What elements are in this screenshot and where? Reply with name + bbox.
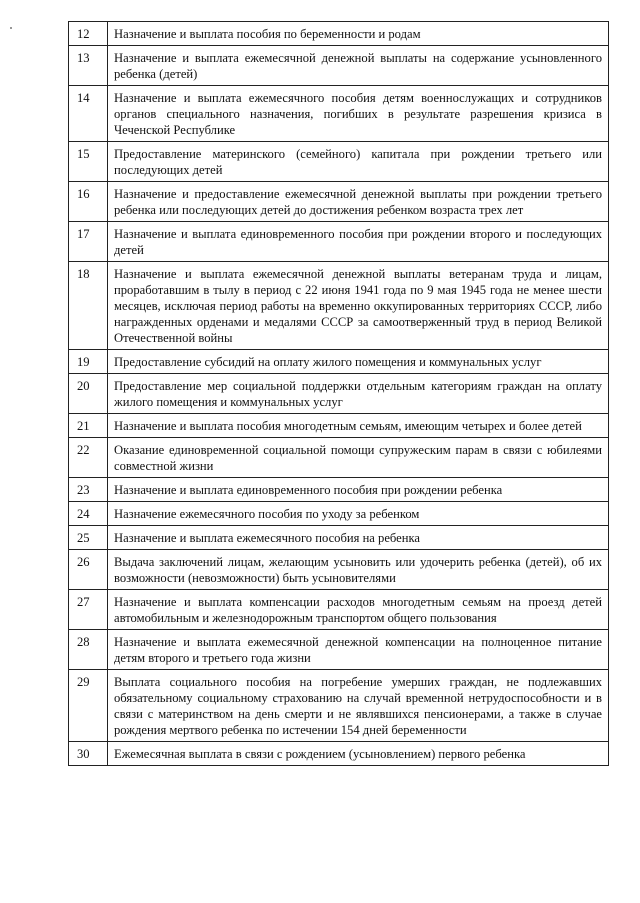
service-name: Назначение и выплата ежемесячной денежной выплаты на содержание усыновленного ребенка (детей)	[108, 46, 609, 86]
service-name: Назначение и выплата ежемесячного пособия детям военнослужащих и сотрудников органов специального назначения, погибших в результате разрешения кризиса в Чеченской Республике	[108, 86, 609, 142]
table-row	[69, 502, 609, 526]
table-row	[69, 86, 609, 142]
service-name: Предоставление материнского (семейного) капитала при рождении третьего или последующих детей	[108, 142, 609, 182]
row-number: 16	[69, 182, 108, 222]
service-name: Назначение и выплата ежемесячной денежной выплаты ветеранам труда и лицам, проработавшим в тылу в период с 22 июня 1941 года по 9 мая 1945 года не менее шести месяцев, исключая период работы на временно оккупированных территориях СССР, либо награжденных орденами и медалями СССР за самоотверженный труд в период Великой Отечественной войны	[108, 262, 609, 350]
table-row	[69, 742, 609, 766]
row-number: 13	[69, 46, 108, 86]
row-number: 14	[69, 86, 108, 142]
services-table-body	[69, 22, 609, 766]
service-name: Назначение и выплата единовременного пособия при рождении ребенка	[108, 478, 609, 502]
row-number: 18	[69, 262, 108, 350]
table-row	[69, 526, 609, 550]
table-row	[69, 142, 609, 182]
service-name: Выдача заключений лицам, желающим усыновить или удочерить ребенка (детей), об их возможности (невозможности) быть усыновителями	[108, 550, 609, 590]
row-number: 22	[69, 438, 108, 478]
row-number: 19	[69, 350, 108, 374]
table-row	[69, 670, 609, 742]
table-row	[69, 414, 609, 438]
table-row	[69, 22, 609, 46]
table-row	[69, 438, 609, 478]
row-number: 29	[69, 670, 108, 742]
table-row	[69, 478, 609, 502]
service-name: Назначение и выплата ежемесячного пособия на ребенка	[108, 526, 609, 550]
row-number: 27	[69, 590, 108, 630]
table-row	[69, 350, 609, 374]
row-number: 25	[69, 526, 108, 550]
table-row	[69, 182, 609, 222]
service-name: Назначение и предоставление ежемесячной денежной выплаты при рождении третьего ребенка или последующих детей до достижения ребенком возраста трех лет	[108, 182, 609, 222]
row-number: 21	[69, 414, 108, 438]
table-row	[69, 550, 609, 590]
table-row	[69, 590, 609, 630]
row-number: 15	[69, 142, 108, 182]
service-name: Назначение и выплата пособия многодетным семьям, имеющим четырех и более детей	[108, 414, 609, 438]
service-name: Предоставление субсидий на оплату жилого помещения и коммунальных услуг	[108, 350, 609, 374]
row-number: 20	[69, 374, 108, 414]
service-name: Предоставление мер социальной поддержки отдельным категориям граждан на оплату жилого помещения и коммунальных услуг	[108, 374, 609, 414]
table-row	[69, 46, 609, 86]
table-row	[69, 630, 609, 670]
row-number: 28	[69, 630, 108, 670]
service-name: Назначение и выплата ежемесячной денежной компенсации на полноценное питание детям второго и третьего года жизни	[108, 630, 609, 670]
row-number: 24	[69, 502, 108, 526]
service-name: Выплата социального пособия на погребение умерших граждан, не подлежавших обязательному социальному страхованию на случай временной нетрудоспособности и в связи с материнством на день смерти и не являвшихся пенсионерами, а также в случае рождения мертвого ребенка по истечении 154 дней беременности	[108, 670, 609, 742]
service-name: Ежемесячная выплата в связи с рождением (усыновлением) первого ребенка	[108, 742, 609, 766]
service-name: Оказание единовременной социальной помощи супружеским парам в связи с юбилеями совместной жизни	[108, 438, 609, 478]
service-name: Назначение и выплата пособия по беременности и родам	[108, 22, 609, 46]
row-number: 30	[69, 742, 108, 766]
service-name: Назначение ежемесячного пособия по уходу за ребенком	[108, 502, 609, 526]
table-row	[69, 262, 609, 350]
row-number: 17	[69, 222, 108, 262]
row-number: 26	[69, 550, 108, 590]
table-row	[69, 374, 609, 414]
table-row	[69, 222, 609, 262]
service-name: Назначение и выплата компенсации расходов многодетным семьям на проезд детей автомобильным и железнодорожным транспортом общего пользования	[108, 590, 609, 630]
scan-speck	[10, 27, 12, 29]
row-number: 12	[69, 22, 108, 46]
service-name: Назначение и выплата единовременного пособия при рождении второго и последующих детей	[108, 222, 609, 262]
services-table	[68, 21, 609, 766]
row-number: 23	[69, 478, 108, 502]
